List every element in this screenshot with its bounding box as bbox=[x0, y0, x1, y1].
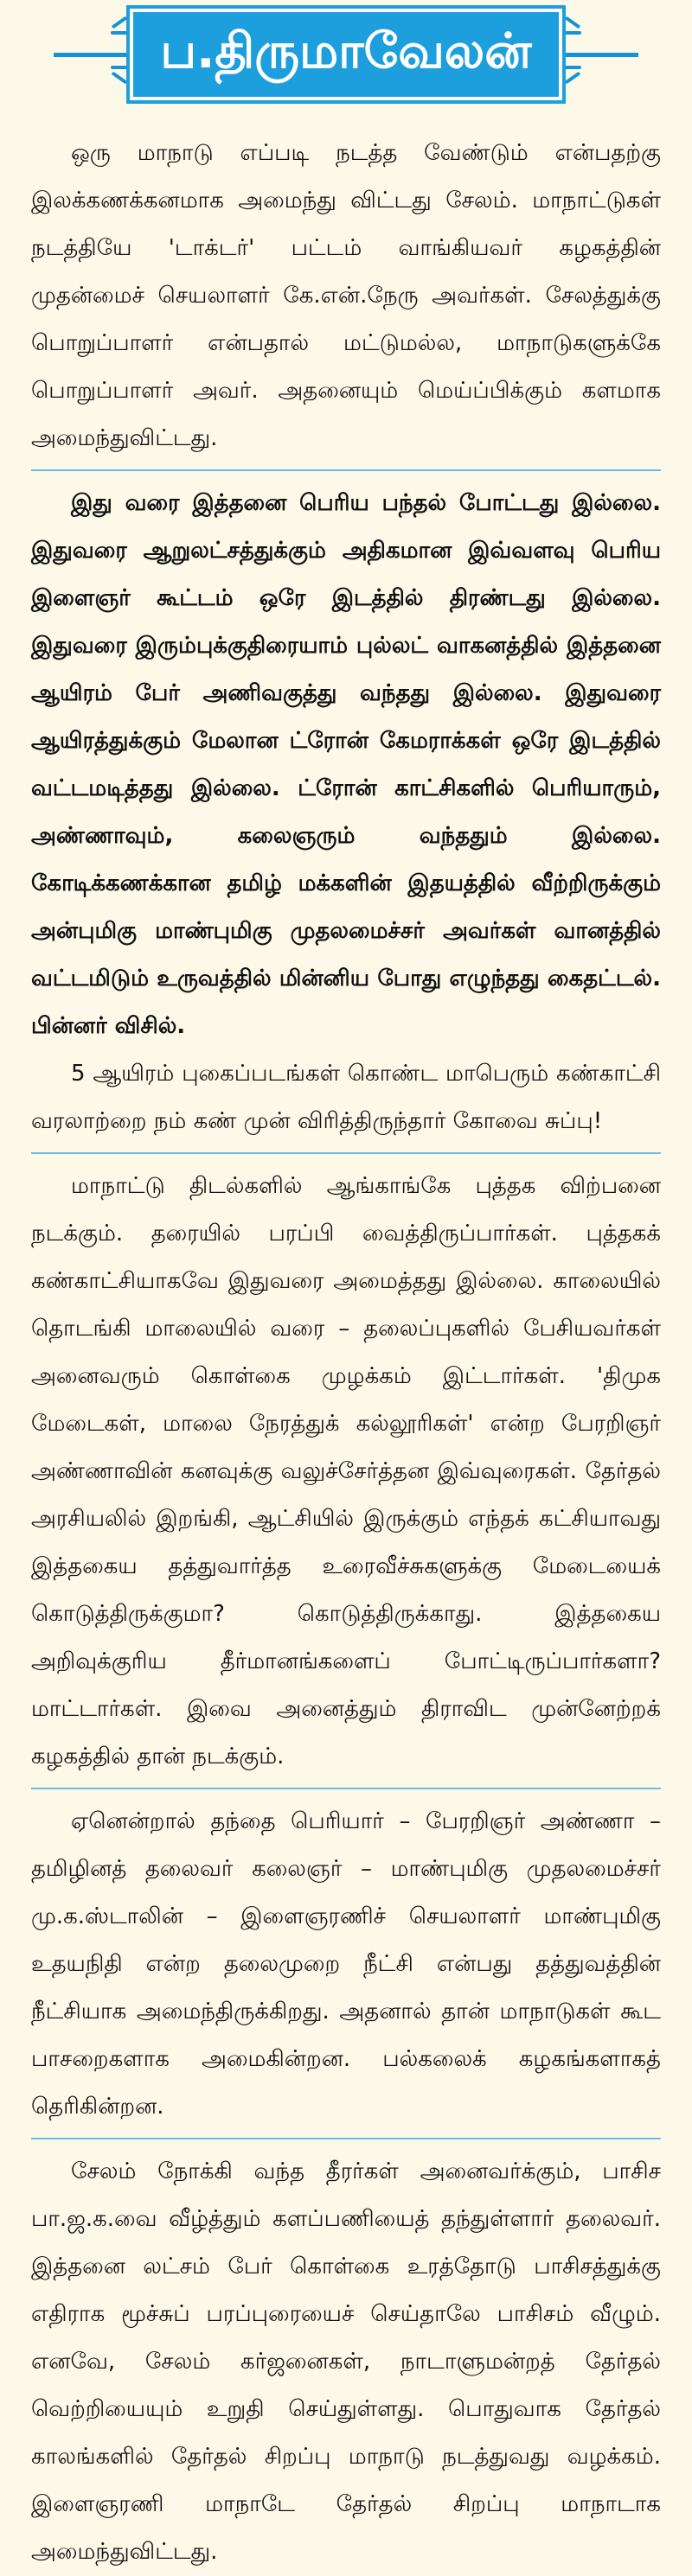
paragraph-divider bbox=[31, 1152, 661, 1154]
banner-deco-icon bbox=[564, 66, 581, 90]
author-banner bbox=[54, 9, 638, 100]
banner-deco-icon bbox=[564, 21, 581, 45]
article-paragraph: ஏனென்றால் தந்தை பெரியார் – பேரறிஞர் அண்ணா – தமிழினத் தலைவர் கலைஞர் – மாண்புமிகு முதலமைச்சர் மு.க.ஸ்டாலின் – இளைஞரணிச் செயலாளர் மாண்புமிகு உதயநிதி என்ற தலைமுறை நீட்சி என்பது தத்துவத்தின் நீட்சியாக அமைந்திருக்கிறது. அதனால் தான் மாநாடுகள் கூட பாசறைகளாக அமைகின்றன. பல்கலைக் கழகங்களாகத் தெரிகின்றன. bbox=[31, 1808, 661, 2120]
paragraph-divider bbox=[31, 469, 661, 471]
banner-left-line bbox=[54, 53, 131, 57]
article-paragraph: ஒரு மாநாடு எப்படி நடத்த வேண்டும் என்பதற்கு இலக்கணக்கனமாக அமைந்து விட்டது சேலம். மாநாட்டுகள் நடத்தியே 'டாக்டர்' பட்டம் வாங்கியவர் கழகத்தின் முதன்மைச் செயலாளர் கே.என்.நேரு அவர்கள். சேலத்துக்கு பொறுப்பாளர் என்பதால் மட்டுமல்ல, மாநாடுகளுக்கே பொறுப்பாளர் அவர். அதனையும் மெய்ப்பிக்கும் களமாக அமைந்துவிட்டது. bbox=[31, 140, 661, 451]
paragraph-divider bbox=[31, 2138, 661, 2139]
article-paragraph: சேலம் நோக்கி வந்த தீரர்கள் அனைவர்க்கும், பாசிச பா.ஜ.க.வை வீழ்த்தும் களப்பணியைத் தந்துள்ளார் தலைவர். இத்தனை லட்சம் பேர் கொள்கை உரத்தோடு பாசிசத்துக்கு எதிராக மூச்சுப் பரப்புரையைச் செய்தாலே பாசிசம் வீழும். எனவே, சேலம் கர்ஜனைகள், நாடாளுமன்றத் தேர்தல் வெற்றியையும் உறுதி செய்துள்ளது. பொதுவாக தேர்தல் காலங்களில் தேர்தல் சிறப்பு மாநாடு நடத்துவது வழக்கம். இளைஞரணி மாநாடே தேர்தல் சிறப்பு மாநாடாக அமைந்துவிட்டது. bbox=[31, 2158, 661, 2565]
banner-right-line bbox=[561, 53, 638, 57]
author-name: ப.திருமாவேலன் bbox=[160, 23, 532, 80]
article-paragraph-bold: இது வரை இத்தனை பெரிய பந்தல் போட்டது இல்லை. இதுவரை ஆறுலட்சத்துக்கும் அதிகமான இவ்வளவு பெரிய இளைஞர் கூட்டம் ஒரே இடத்தில் திரண்டது இல்லை. இதுவரை இரும்புக்குதிரையாம் புல்லட் வாகனத்தில் இத்தனை ஆயிரம் பேர் அணிவகுத்து வந்தது இல்லை. இதுவரை ஆயிரத்துக்கும் மேலான ட்ரோன் கேமராக்கள் ஒரே இடத்தில் வட்டமடித்தது இல்லை. ட்ரோன் காட்சிகளில் பெரியாரும், அண்ணாவும், கலைஞரும் வந்ததும் இல்லை. கோடிக்கணக்கான தமிழ் மக்களின் இதயத்தில் வீற்றிருக்கும் அன்புமிகு மாண்புமிகு முதலமைச்சர் அவர்கள் வானத்தில் வட்டமிடும் உருவத்தில் மின்னிய போது எழுந்தது கைதட்டல். பின்னர் விசில். bbox=[31, 490, 661, 1039]
banner-deco-icon bbox=[111, 21, 128, 45]
author-name-box bbox=[130, 9, 562, 100]
banner-deco-icon bbox=[111, 66, 128, 90]
paragraph-divider bbox=[31, 1788, 661, 1789]
article-paragraph: மாநாட்டு திடல்களில் ஆங்காங்கே புத்தக விற்பனை நடக்கும். தரையில் பரப்பி வைத்திருப்பார்கள். புத்தகக் கண்காட்சியாகவே இதுவரை அமைத்தது இல்லை. காலையில் தொடங்கி மாலையில் வரை – தலைப்புகளில் பேசியவர்கள் அனைவரும் கொள்கை முழக்கம் இட்டார்கள். 'திமுக மேடைகள், மாலை நேரத்துக் கல்லூரிகள்' என்ற பேரறிஞர் அண்ணாவின் கனவுக்கு வலுச்சேர்த்தன இவ்வுரைகள். தேர்தல் அரசியலில் இறங்கி, ஆட்சியில் இருக்கும் எந்தக் கட்சியாவது இத்தகைய தத்துவார்த்த உரைவீச்சுகளுக்கு மேடையைக் கொடுத்திருக்குமா? கொடுத்திருக்காது. இத்தகைய அறிவுக்குரிய தீர்மானங்களைப் போட்டிருப்பார்களா? மாட்டார்கள். இவை அனைத்தும் திராவிட முன்னேற்றக் கழகத்தில் தான் நடக்கும். bbox=[31, 1173, 661, 1769]
article-paragraph: 5 ஆயிரம் புகைப்படங்கள் கொண்ட மாபெரும் கண்காட்சி வரலாற்றை நம் கண் முன் விரித்திருந்தார் கோவை சுப்பு! bbox=[31, 1061, 661, 1134]
